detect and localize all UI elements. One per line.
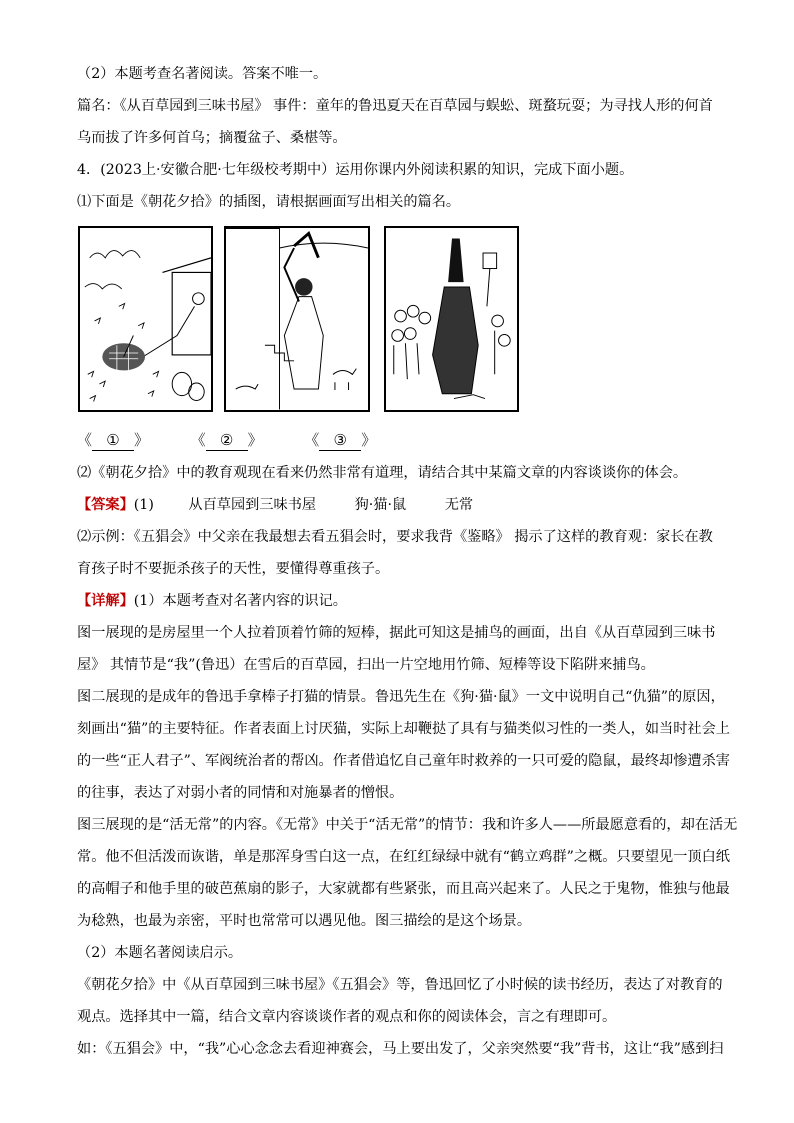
detail-text-line: 图二展现的是成年的鲁迅手拿棒子打猫的情景。鲁迅先生在《狗·猫·鼠》一文中说明自己“仇猫”的原因， — [77, 689, 725, 705]
cat-beating-drawing — [226, 228, 368, 410]
subquestion-2: ⑵《朝花夕拾》中的教育观现在看来仍然非常有道理，请结合其中某篇文章的内容谈谈你的体会。 — [77, 465, 688, 481]
wuchang-drawing — [386, 228, 517, 410]
blanks-row — [77, 430, 376, 451]
answer-tag: 【答案】 — [77, 497, 134, 513]
blank-2[interactable]: 《 ② 》 — [190, 431, 263, 449]
detail-text-line: 为稔熟，也最为亲密，平时也常常可以遇见他。图三描绘的是这个场景。 — [77, 913, 532, 929]
detail-text-line: 观点。选择其中一篇，结合文章内容谈谈作者的观点和你的阅读体会，言之有理即可。 — [77, 1009, 617, 1025]
detail-tag: 【详解】 — [77, 593, 134, 609]
detail-text-line: 屋》 其情节是“我”(鲁迅）在雪后的百草园，扫出一片空地用竹筛、短棒等设下陷阱来捕鸟。 — [77, 657, 655, 673]
blank-1[interactable]: 《 ① 》 — [77, 431, 150, 449]
answer-1: 从百草园到三味书屋 — [188, 497, 317, 513]
answer-line — [77, 495, 473, 515]
illustration-cat-beating — [224, 226, 370, 412]
illustration-bird-trap — [78, 226, 213, 412]
bird-trap-drawing — [80, 228, 211, 410]
detail-text-line: 的一些“正人君子”、军阀统治者的帮凶。作者借追忆自己童年时救养的一只可爱的隐鼠，最终却惨遭杀害 — [77, 753, 730, 769]
answer-text-line: 篇名：《从百草园到三味书屋》 事件：童年的鲁迅夏天在百草园与蜈蚣、斑蝥玩耍；为寻找人形的何首 — [77, 98, 713, 114]
detail-text-line: 的高帽子和他手里的破芭蕉扇的影子，大家就都有些紧张，而且高兴起来了。人民之于鬼物，惟独与他最 — [77, 881, 730, 897]
detail-text-line: 的往事，表达了对弱小者的同情和对施暴者的憎恨。 — [77, 785, 404, 801]
detail-text-line: 如：《五猖会》中，“我”心心念念去看迎神赛会，马上要出发了，父亲突然要“我”背书，这让“我”感到扫 — [77, 1041, 724, 1057]
question-stem: 4．(2023上·安徽合肥·七年级校考期中）运用你课内外阅读积累的知识，完成下面小题。 — [77, 162, 634, 178]
detail-line — [77, 591, 347, 611]
detail-text-line: 常。他不但活泼而诙谐，单是那浑身雪白这一点，在红红绿绿中就有“鹤立鸡群”之概。只要望见一顶白纸 — [77, 849, 730, 865]
illustration-wuchang — [384, 226, 519, 412]
blank-2-number: ② — [206, 430, 248, 451]
subquestion-1: ⑴下面是《朝花夕拾》的插图，请根据画面写出相关的篇名。 — [77, 194, 461, 210]
blank-1-number: ① — [92, 430, 134, 451]
blank-3-number: ③ — [319, 430, 361, 451]
detail-text-line: 刻画出“猫”的主要特征。作者表面上讨厌猫，实际上却鞭挞了具有与猫类似习性的一类人，如当时社会上 — [77, 721, 730, 737]
detail-text-line: 图一展现的是房屋里一个人拉着顶着竹筛的短棒，据此可知这是捕鸟的画面，出自《从百草园到三味书 — [77, 625, 716, 641]
blank-3[interactable]: 《 ③ 》 — [304, 431, 377, 449]
detail-text-line: （2）本题名著阅读启示。 — [77, 945, 243, 961]
answer-text-line: ⑵示例：《五猖会》中父亲在我最想去看五猖会时，要求我背《鉴略》 揭示了这样的教育观：家长在教 — [77, 529, 713, 545]
answer-text-line: 乌而拔了许多何首乌；摘覆盆子、桑椹等。 — [77, 130, 347, 146]
answer-text-line: 育孩子时不要扼杀孩子的天性，要懂得尊重孩子。 — [77, 561, 390, 577]
answer-text-line: （2）本题考查名著阅读。答案不唯一。 — [77, 66, 328, 82]
detail-text-line: 图三展现的是“活无常”的内容。《无常》中关于“活无常”的情节：我和许多人——所最愿意看的，却在活无 — [77, 817, 738, 833]
detail-text-line: 《朝花夕拾》中《从百草园到三味书屋》《五猖会》等，鲁迅回忆了小时候的读书经历，表达了对教育的 — [77, 977, 723, 993]
answer-2: 狗·猫·鼠 — [354, 497, 407, 513]
answer-3: 无常 — [444, 497, 474, 513]
detail-text: (1）本题考查对名著内容的识记。 — [133, 593, 347, 609]
answer-prefix: (1) — [133, 497, 154, 513]
